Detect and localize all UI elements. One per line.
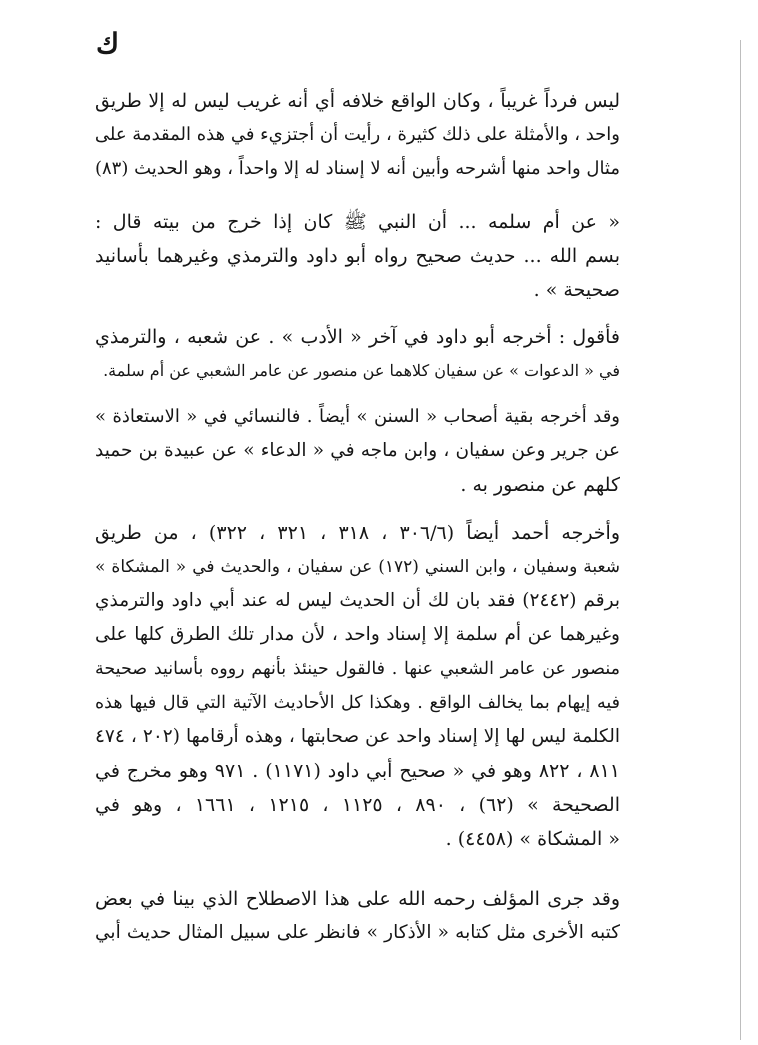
text-line: عن جرير وعن سفيان ، وابن ماجه في « الدعاء » عن عبيدة بن حميد <box>95 440 620 461</box>
paragraph-takhrij-ahmad <box>95 516 620 856</box>
text-line: « عن أم سلمه ... أن النبي ﷺ كان إذا خرج من بيته قال : <box>95 211 620 233</box>
text-line: منصور عن عامر الشعبي عنها . فالقول حينئذ بأنهم رووه بأسانيد صحيحة <box>95 659 620 679</box>
text-line: فيه إيهام بما يخالف الواقع . وهكذا كل الأحاديث الآتية التي قال فيها هذه <box>95 693 620 713</box>
text-line: برقم (٢٤٤٢) فقد بان لك أن الحديث ليس له عند أبي داود والترمذي <box>95 590 620 611</box>
text-line: مثال واحد منها أشرحه وأبين أنه لا إسناد له إلا واحداً ، وهو الحديث (٨٣) <box>95 158 620 179</box>
text-line: واحد ، والأمثلة على ذلك كثيرة ، رأيت أن أجتزيء في هذه المقدمة على <box>95 124 620 145</box>
text-line: شعبة وسفيان ، وابن السني (١٧٢) عن سفيان ، والحديث في « المشكاة » <box>95 557 620 577</box>
text-line: بسم الله ... حديث صحيح رواه أبو داود والترمذي وغيرهما بأسانيد <box>95 245 620 267</box>
text-line: الصحيحة » (٦٢) ، ٨٩٠ ، ١١٢٥ ، ١٢١٥ ، ١٦٦١ ، وهو في <box>95 794 620 816</box>
paragraph-intro <box>95 84 620 186</box>
text-line: ٨١١ ، ٨٢٢ وهو في « صحيح أبي داود (١١٧١) . ٩٧١ وهو مخرج في <box>95 760 620 782</box>
paragraph-author-convention <box>95 882 620 950</box>
text-line: وقد جرى المؤلف رحمه الله على هذا الاصطلاح الذي بينا في بعض <box>95 888 620 910</box>
page-marker: ك <box>96 27 120 60</box>
text-line: ليس فرداً غريباً ، وكان الواقع خلافه أي أنه غريب ليس له إلا طريق <box>95 90 620 112</box>
text-line: وغيرهما عن أم سلمة إلا إسناد واحد ، لأن مدار تلك الطرق كلها على <box>95 624 620 645</box>
paragraph-hadith-quote <box>95 205 620 307</box>
text-line: فأقول : أخرجه أبو داود في آخر « الأدب » . عن شعبه ، والترمذي <box>95 326 620 348</box>
page-edge-line <box>740 40 741 1040</box>
text-line: صحيحة » . <box>533 279 620 301</box>
text-line: الكلمة ليس لها إلا إسناد واحد عن صحابتها ، وهذه أرقامها (٢٠٢ ، ٤٧٤ <box>95 726 620 747</box>
paragraph-takhrij-abu-dawud <box>95 320 620 388</box>
text-line: كلهم عن منصور به . <box>460 474 620 496</box>
text-line: في « الدعوات » عن سفيان كلاهما عن منصور عن عامر الشعبي عن أم سلمة. <box>103 361 620 380</box>
text-line: وقد أخرجه بقية أصحاب « السنن » أيضاً . فالنسائي في « الاستعاذة » <box>95 406 620 427</box>
paragraph-takhrij-sunan <box>95 400 620 502</box>
text-line: « المشكاة » (٤٤٥٨) . <box>445 828 620 850</box>
text-line: وأخرجه أحمد أيضاً (٣٠٦/٦ ، ٣١٨ ، ٣٢١ ، ٣٢٢) ، من طريق <box>95 522 620 544</box>
text-line: كتبه الأخرى مثل كتابه « الأذكار » فانظر على سبيل المثال حديث أبي <box>95 922 620 943</box>
